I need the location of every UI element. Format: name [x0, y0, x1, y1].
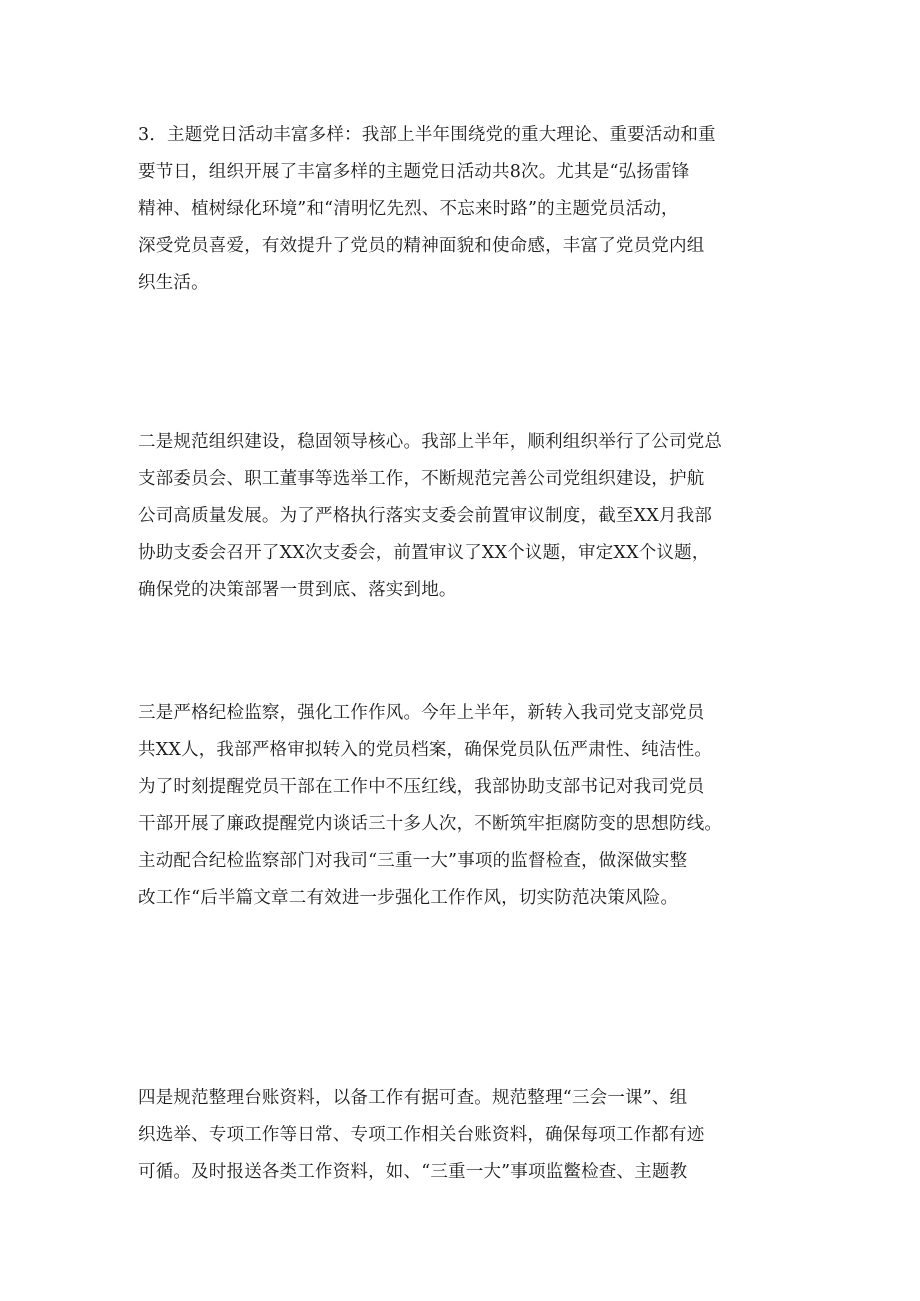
text-line: 协助支委会召开了XX次支委会，前置审议了XX个议题，审定XX个议题，: [138, 543, 710, 563]
text-line: 确保党的决策部署一贯到底、落实到地。: [138, 580, 457, 600]
text-line: 要节日，组织开展了丰富多样的主题党日活动共8次。尤其是“弘扬雷锋: [138, 162, 690, 182]
text-line: 织生活。: [138, 273, 209, 293]
paragraph-ledger-records: [138, 1080, 788, 1191]
text-line: 干部开展了廉政提醒党内谈话三十多人次，不断筑牢拒腐防变的思想防线。: [138, 814, 723, 834]
text-line: 四是规范整理台账资料，以备工作有据可查。规范整理“三会一课”、组: [138, 1088, 688, 1108]
paragraph-organization-building: [138, 424, 788, 609]
text-line: 二是规范组织建设，稳固领导核心。我部上半年，顺利组织举行了公司党总: [138, 432, 723, 452]
text-line: 改工作“后半篇文章二有效进一步强化工作作风，切实防范决策风险。: [138, 888, 679, 908]
text-line: 支部委员会、职工董事等选举工作，不断规范完善公司党组织建设，护航: [138, 469, 705, 489]
text-line: 织选举、专项工作等日常、专项工作相关台账资料，确保每项工作都有迹: [138, 1125, 705, 1145]
paragraph-theme-party-day: [138, 117, 788, 302]
text-line: 精神、植树绿化环境”和“清明忆先烈、不忘来时路”的主题党员活动，: [138, 199, 679, 219]
text-line: 3．主题党日活动丰富多样：我部上半年围绕党的重大理论、重要活动和重: [138, 125, 716, 145]
text-line: 主动配合纪检监察部门对我司“三重一大”事项的监督检查，做深做实整: [138, 851, 688, 871]
text-line: 公司高质量发展。为了严格执行落实支委会前置审议制度，截至XX月我部: [138, 506, 713, 526]
text-line: 三是严格纪检监察，强化工作作风。今年上半年，新转入我司党支部党员: [138, 703, 705, 723]
paragraph-discipline-inspection: [138, 695, 788, 917]
text-line: 为了时刻提醒党员干部在工作中不压红线，我部协助支部书记对我司党员: [138, 777, 705, 797]
text-line: 可循。及时报送各类工作资料，如、“三重一大”事项监鳖检查、主题教: [138, 1162, 688, 1182]
text-line: 共XX人，我部严格审拟转入的党员档案，确保党员队伍严肃性、纯洁性。: [138, 740, 713, 760]
text-line: 深受党员喜爱，有效提升了党员的精神面貌和使命感，丰富了党员党内组: [138, 236, 705, 256]
